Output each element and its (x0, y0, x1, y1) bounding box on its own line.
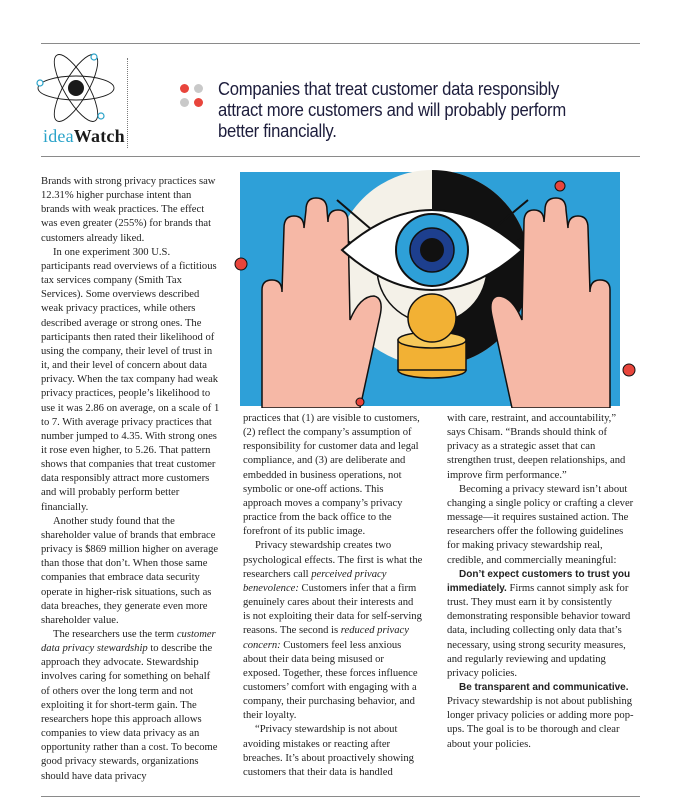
article-column-3 (447, 412, 635, 752)
paragraph: In one experiment 300 U.S. participants read overviews of a fictitious tax services company (Smith Tax Services). Some overviews described weak privacy practices, while others described average or strong ones. The participants then rated their likelihood of using the company, their level of trust in it, and their level of concern about data privacy. When the tax company had weak privacy practices, people’s likelihood to use it was 2.86 on average, on a scale of 1 to 7. With average privacy practices that number jumped to 4.35. With strong ones it rose even higher, to 5.26. That pattern shows that companies that treat customer data responsibly attract more customers and will probably perform better financially. (41, 246, 220, 513)
paragraph: Brands with strong privacy practices saw 12.31% higher purchase intent than brands with weak practices. The effect was even greater (255%) for brands that customers already liked. (41, 176, 216, 244)
privacy-eye-illustration (232, 170, 640, 408)
paragraph: practices that (1) are visible to customers, (2) reflect the company’s assumption of responsibility for customer data and legal compliance, and (3) are deliberate and embedded in business operations, not symbolic or one-off actions. This approach moves a company’s privacy practice from the back office to the forefront of its public image. (243, 413, 420, 538)
headline-dot-icon (180, 84, 189, 93)
article-column-2 (243, 412, 423, 780)
paragraph: The researchers use the term customer data privacy stewardship to describe the approach they advocate. Stewardship involves caring for something on behalf of others over the long term and not exploiting it for short-term gain. The researchers hope this approach allows companies to view data privacy as an opportunity rather than a cost. To become good privacy stewards, organizations should have data privacy (41, 629, 218, 782)
term-concern: reduced privacy concern: (243, 625, 409, 651)
guideline-title: Don’t expect customers to trust you immediately. (447, 568, 631, 594)
ideawatch-logo (43, 126, 125, 147)
term-benevolence: perceived privacy benevolence: (243, 568, 387, 594)
logo-watch: Watch (73, 126, 125, 146)
headline: Companies that treat customer data responsibly attract more customers and will probably perform better financially. (218, 78, 566, 141)
paragraph: with care, restraint, and accountability,” says Chisam. “Brands should think of privacy as a strategic asset that can strengthen trust, deepen relationships, and improve firm performance.” (447, 413, 626, 481)
bottom-rule (41, 796, 640, 797)
top-rule (41, 43, 640, 44)
header-rule (41, 156, 640, 157)
term-stewardship: customer data privacy stewardship (41, 629, 216, 655)
headline-dot-icon (194, 84, 203, 93)
guideline-1: Don’t expect customers to trust you immediately. Firms cannot simply ask for trust. They must earn it by consistently demonstrating responsible behavior toward data, including collecting only data that’s necessary, using strong security measures, and regularly reviewing and updating privacy policies. (447, 568, 631, 679)
article-column-1 (41, 175, 221, 784)
headline-dot-icon (194, 98, 203, 107)
logo-idea: idea (43, 126, 74, 146)
paragraph: Another study found that the shareholder value of brands that embrace privacy is $869 million higher on average than those that don’t. When those same companies that embrace data security operate in higher-risk situations, such as data breaches, they generate even more shareholder value. (41, 515, 219, 626)
headline-dot-icon (180, 98, 189, 107)
atom-logo-icon (32, 50, 122, 125)
paragraph: “Privacy stewardship is not about avoiding mistakes or reacting after breaches. It’s about proactively showing customers that their data is handled (243, 724, 414, 778)
paragraph: Privacy stewardship creates two psychological effects. The first is what the researchers call perceived privacy benevolence: Customers infer that a firm genuinely cares about their interests and is not exploiting their data for self-serving reasons. The second is reduced privacy concern: Customers feel less anxious about their data being misused or exposed. Together, these forces influence customers’ comfort with engaging with a company, their purchasing behavior, and their loyalty. (243, 540, 423, 722)
guideline-2: Be transparent and communicative. Privacy stewardship is not about publishing longer privacy policies or adding more pop-ups. The goal is to be thorough and clear about your policies. (447, 681, 634, 750)
guideline-title: Be transparent and communicative. (459, 681, 629, 693)
paragraph: Becoming a privacy steward isn’t about changing a single policy or crafting a clever message—it requires sustained action. The researchers offer the following guidelines for making privacy stewardship real, credible, and commercially meaningful: (447, 483, 634, 566)
logo-divider (127, 58, 128, 148)
